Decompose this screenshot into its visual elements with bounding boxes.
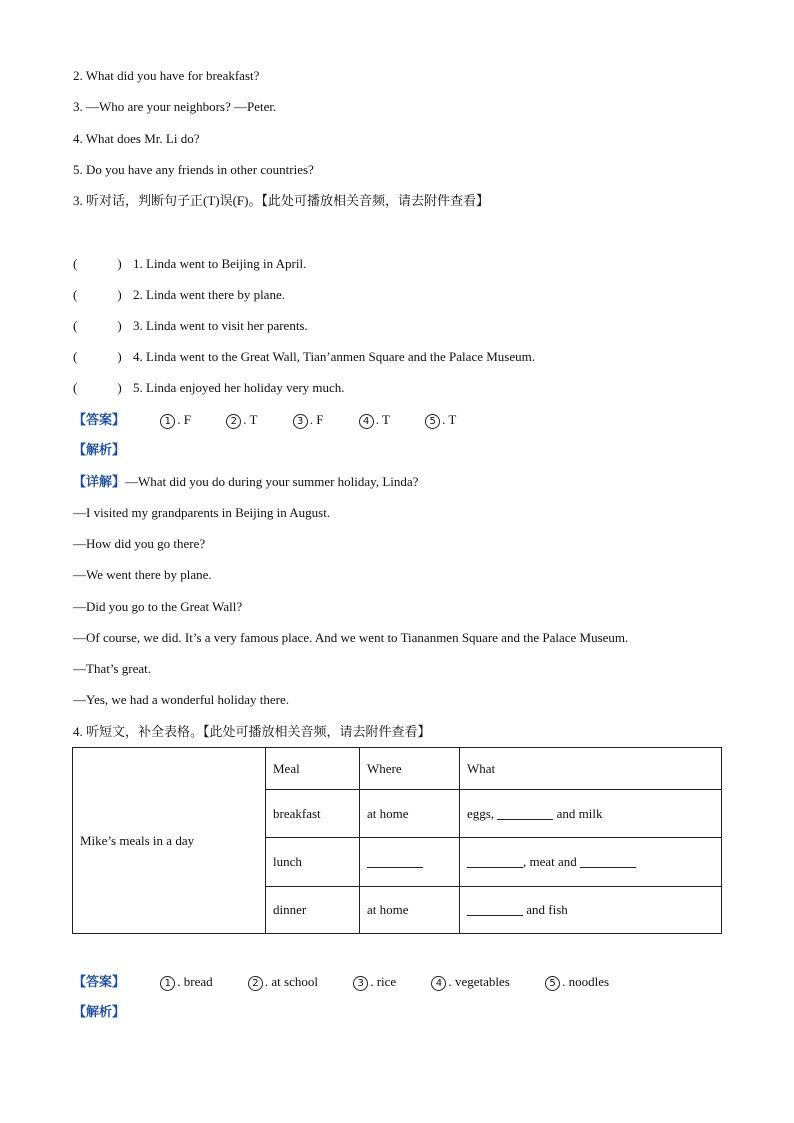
section3-answer-row (73, 412, 456, 429)
tf-item (73, 256, 306, 272)
dialogue-line: —How did you go there? (73, 536, 206, 551)
tf-item (73, 287, 285, 303)
answer-item: 1 . F (160, 412, 191, 429)
answer-item: 3 . F (293, 412, 324, 429)
fill-blank[interactable] (367, 855, 423, 868)
what-cell: eggs, and milk (460, 790, 722, 838)
detail-label: 【详解】 (73, 475, 126, 490)
answer-paren[interactable]: ( ) (73, 349, 122, 364)
dialogue-line: —We went there by plane. (73, 567, 212, 582)
answer-item: 2 . at school (248, 974, 318, 991)
header-meal: Meal (266, 748, 360, 790)
answer-item: 1 . bread (160, 974, 212, 991)
section4-title: 4. 听短文，补全表格。【此处可播放相关音频，请去附件查看】 (73, 724, 431, 739)
tf-item-text: 3. Linda went to visit her parents. (133, 318, 308, 333)
meal-cell: dinner (266, 887, 360, 934)
tf-item-text: 1. Linda went to Beijing in April. (133, 256, 307, 271)
question-3: 3. —Who are your neighbors? —Peter. (73, 99, 277, 114)
analysis-label: 【解析】 (73, 1005, 126, 1020)
where-cell: at home (360, 887, 460, 934)
question-4: 4. What does Mr. Li do? (73, 131, 200, 146)
question-2: 2. What did you have for breakfast? (73, 68, 260, 83)
tf-item-text: 5. Linda enjoyed her holiday very much. (133, 380, 345, 395)
answer-label: 【答案】 (73, 413, 126, 428)
answer-item: 5 . noodles (545, 974, 609, 991)
fill-blank[interactable] (467, 855, 523, 868)
what-cell: and fish (460, 887, 722, 934)
dialogue-line: —That’s great. (73, 661, 151, 676)
header-what: What (460, 748, 722, 790)
answer-paren[interactable]: ( ) (73, 380, 122, 395)
fill-blank[interactable] (467, 903, 523, 916)
where-cell: at home (360, 790, 460, 838)
where-cell (360, 838, 460, 887)
dialogue-line: —Of course, we did. It’s a very famous place. And we went to Tiananmen Square and the Palace Museum. (73, 630, 629, 645)
answer-item: 3 . rice (353, 974, 396, 991)
answer-item: 2 . T (226, 412, 257, 429)
fill-blank[interactable] (497, 807, 553, 820)
fill-blank[interactable] (580, 855, 636, 868)
header-where: Where (360, 748, 460, 790)
meal-cell: breakfast (266, 790, 360, 838)
section4-answer-row (73, 974, 609, 991)
answer-item: 5 . T (425, 412, 456, 429)
meals-table (72, 747, 722, 934)
tf-item (73, 349, 535, 365)
what-cell: , meat and (460, 838, 722, 887)
meal-cell: lunch (266, 838, 360, 887)
answer-item: 4 . vegetables (431, 974, 509, 991)
tf-item (73, 380, 345, 396)
tf-item-text: 4. Linda went to the Great Wall, Tian’anmen Square and the Palace Museum. (133, 349, 535, 364)
dialogue-line: —I visited my grandparents in Beijing in August. (73, 505, 331, 520)
answer-paren[interactable]: ( ) (73, 287, 122, 302)
section3-title: 3. 听对话，判断句子正(T)误(F)。【此处可播放相关音频，请去附件查看】 (73, 193, 489, 208)
question-5: 5. Do you have any friends in other countries? (73, 162, 314, 177)
row-label-cell: Mike’s meals in a day (73, 748, 266, 934)
analysis-label: 【解析】 (73, 443, 126, 458)
tf-item (73, 318, 308, 334)
answer-paren[interactable]: ( ) (73, 318, 122, 333)
dialogue-line: 【详解】—What did you do during your summer holiday, Linda? (73, 474, 419, 490)
tf-item-text: 2. Linda went there by plane. (133, 287, 285, 302)
dialogue-line: —Yes, we had a wonderful holiday there. (73, 692, 290, 707)
dialogue-line: —Did you go to the Great Wall? (73, 599, 243, 614)
answer-item: 4 . T (359, 412, 390, 429)
answer-label: 【答案】 (73, 975, 126, 990)
answer-paren[interactable]: ( ) (73, 256, 122, 271)
